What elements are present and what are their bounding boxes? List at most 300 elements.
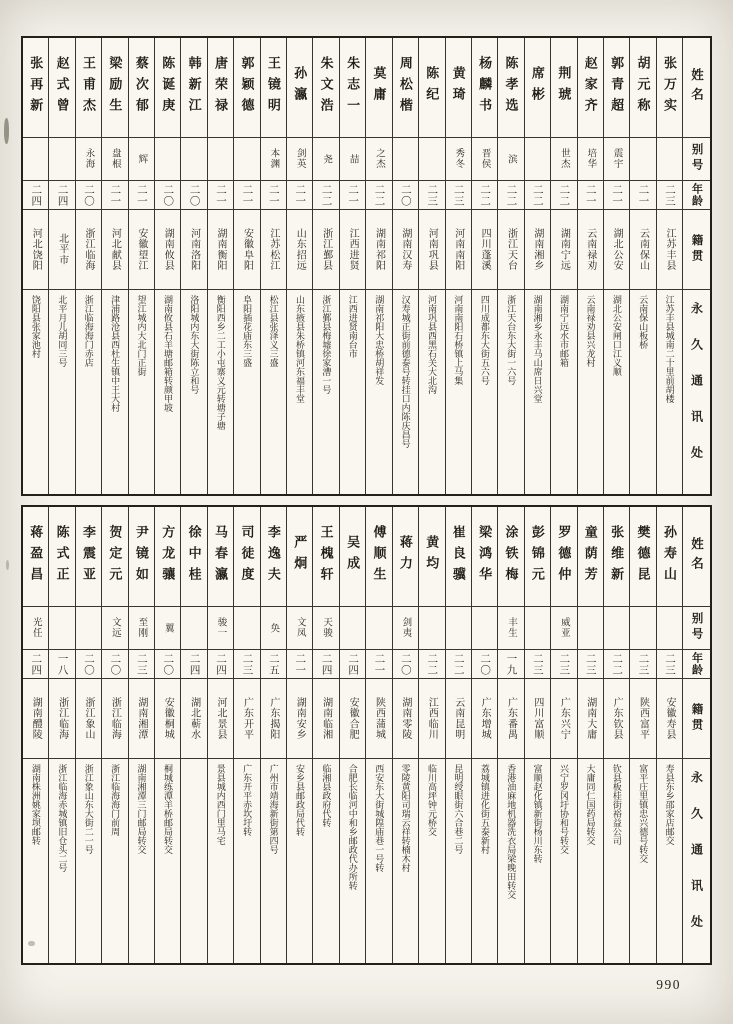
alias-cell [393,138,418,181]
age-cell [498,650,523,679]
person-address: 江苏丰县城南二十里前胡楼 [664,295,675,403]
age-cell [551,181,576,210]
person-native-place: 湖南醴陵 [30,696,42,741]
person-name: 崔良骥 [450,524,466,589]
name-cell [604,38,629,138]
name-cell [181,507,206,607]
alias-cell [23,138,48,181]
alias-cell [261,607,286,650]
native-place-cell [76,679,101,759]
person-column [23,507,49,963]
native-place-cell [129,679,154,759]
native-place-cell [340,679,365,759]
person-column [129,507,155,963]
name-cell [287,507,312,607]
person-native-place: 四川富顺 [531,696,543,741]
person-column [208,38,234,494]
name-cell [340,38,365,138]
person-column [393,507,419,963]
person-address: 河南巩县西黑石关大北沟 [427,295,438,394]
person-native-place: 浙江临海 [109,696,121,741]
person-address: 洛阳城内东大街陈立和号 [189,295,200,394]
header-age-label: 年龄 [690,183,703,207]
person-address: 临湘县政府代转 [321,764,332,827]
person-native-place: 安徽合肥 [347,696,359,741]
alias-cell [630,138,655,181]
person-column [604,38,630,494]
native-place-cell [393,210,418,290]
person-address: 湖南祁阳大忠桥胡祥发 [374,295,385,385]
person-column [102,507,128,963]
person-age: 二〇 [162,652,174,676]
person-native-place: 安徽寿县 [663,696,675,741]
alias-cell [578,138,603,181]
person-age: 二三 [452,183,464,207]
alias-cell [102,138,127,181]
person-name: 徐中桂 [186,524,202,589]
person-column [155,507,181,963]
person-native-place: 浙江象山 [83,696,95,741]
person-age: 二三 [663,652,675,676]
person-age: 二〇 [162,183,174,207]
person-name: 梁鸿华 [477,524,493,589]
person-column [525,507,551,963]
person-name: 李逸夫 [265,524,281,589]
age-cell [366,181,391,210]
person-address: 湖南攸县石羊塘邮箱转颜甲坡 [162,295,173,412]
person-address: 云南禄劝县兴龙村 [585,295,596,367]
alias-cell [525,138,550,181]
name-cell [102,507,127,607]
native-place-cell [155,210,180,290]
person-native-place: 湖南汉寿 [399,227,411,272]
person-age: 二一 [294,652,306,676]
alias-cell [181,138,206,181]
age-cell [472,181,497,210]
person-address: 安乡县邮政局代转 [294,764,305,836]
person-alias: 永海 [83,148,94,170]
native-place-cell [340,210,365,290]
scan-artifact [28,941,35,946]
age-cell [287,650,312,679]
name-cell [23,38,48,138]
address-cell [657,290,682,494]
alias-cell [208,138,233,181]
person-alias: 晋侯 [479,148,490,170]
native-place-cell [49,210,74,290]
person-age: 一九 [505,652,517,676]
age-cell [472,650,497,679]
alias-cell [446,607,471,650]
name-cell [155,38,180,138]
person-name: 杨麟书 [477,55,493,120]
person-address: 浙江临海海门赤店 [83,295,94,367]
person-name: 朱志一 [345,55,361,120]
person-address: 寿县东乡邵家店邮交 [664,764,675,845]
person-address: 望江城内大北门正街 [136,295,147,376]
person-address: 零陵黄阳司瑞云祥转楠木村 [400,764,411,872]
header-name-cell [683,38,710,138]
alias-cell [261,138,286,181]
address-cell [525,290,550,494]
person-column [446,507,472,963]
native-place-cell [657,210,682,290]
header-name-label: 姓名 [689,537,704,576]
person-address: 北平月儿胡同三号 [57,295,68,367]
address-cell [551,290,576,494]
name-cell [234,38,259,138]
person-native-place: 陕西蒲城 [373,696,385,741]
person-column [472,507,498,963]
person-column [340,38,366,494]
age-cell [287,181,312,210]
person-name: 罗德仲 [556,524,572,589]
name-cell [49,38,74,138]
person-column [366,38,392,494]
person-name: 莫庸 [371,66,387,109]
alias-cell [340,138,365,181]
name-cell [578,38,603,138]
person-alias: 骏一 [215,617,226,639]
native-place-cell [208,210,233,290]
person-alias: 文远 [109,617,120,639]
person-native-place: 北平市 [56,233,68,266]
person-age: 二二 [426,652,438,676]
person-alias: 丰生 [506,617,517,639]
person-column [234,38,260,494]
address-cell [578,290,603,494]
native-place-cell [446,679,471,759]
person-native-place: 江西进贤 [347,227,359,272]
person-age: 二二 [558,183,570,207]
address-cell [287,759,312,963]
age-cell [102,181,127,210]
person-column [472,38,498,494]
age-cell [102,650,127,679]
person-address: 湖南宁远水市邮箱 [559,295,570,367]
name-cell [208,507,233,607]
person-address: 兴宁罗冈圩协和号转交 [559,764,570,854]
person-age: 二〇 [399,652,411,676]
person-name: 席彬 [529,66,545,109]
person-name: 李震亚 [81,524,97,589]
age-cell [155,650,180,679]
name-cell [234,507,259,607]
person-native-place: 湖南临湘 [320,696,332,741]
name-cell [525,38,550,138]
native-place-cell [102,679,127,759]
person-name: 王镜明 [265,55,281,120]
person-native-place: 安徽阜阳 [241,227,253,272]
age-cell [446,650,471,679]
person-alias: 震宇 [611,148,622,170]
person-name: 孙瀛 [292,66,308,109]
person-column [657,38,683,494]
alias-cell [498,138,523,181]
address-cell [49,290,74,494]
address-cell [393,759,418,963]
name-cell [630,507,655,607]
person-address: 浙江临海海门前周 [110,764,121,836]
person-age: 二一 [241,183,253,207]
address-cell [181,759,206,963]
person-column [23,38,49,494]
person-name: 荆琥 [556,66,572,109]
person-name: 张维新 [609,524,625,589]
person-age: 二二 [479,183,491,207]
person-address: 湖北公安闸口江义顺 [611,295,622,376]
person-native-place: 湖南湘潭 [135,696,147,741]
age-cell [366,650,391,679]
person-age: 二四 [30,183,42,207]
person-native-place: 河南巩县 [426,227,438,272]
native-place-cell [49,679,74,759]
header-address-label: 永久通讯处 [689,771,704,951]
native-place-cell [393,679,418,759]
alias-cell [49,138,74,181]
person-age: 二三 [241,652,253,676]
person-name: 严炯 [292,535,308,578]
person-age: 二三 [637,652,649,676]
name-cell [181,38,206,138]
person-native-place: 河北景县 [215,696,227,741]
age-cell [181,181,206,210]
person-name: 孙寿山 [661,524,677,589]
name-cell [446,38,471,138]
name-cell [657,507,682,607]
person-age: 二五 [267,652,279,676]
native-place-cell [604,679,629,759]
header-name-cell [683,507,710,607]
age-cell [419,650,444,679]
person-age: 二四 [215,652,227,676]
person-name: 韩新江 [186,55,202,120]
age-cell [23,650,48,679]
alias-cell [446,138,471,181]
person-alias: 奂 [268,622,279,634]
name-cell [129,38,154,138]
person-name: 傅顺生 [371,524,387,589]
name-cell [604,507,629,607]
alias-cell [472,607,497,650]
age-cell [234,181,259,210]
person-native-place: 浙江临海 [83,227,95,272]
age-cell [393,181,418,210]
person-age: 二二 [320,183,332,207]
person-column [234,507,260,963]
person-column [366,507,392,963]
native-place-cell [630,210,655,290]
alias-cell [657,607,682,650]
header-alias-cell [683,607,710,650]
person-address: 河南南阳石桥镇上马集 [453,295,464,385]
alias-cell [419,607,444,650]
person-age: 二二 [452,652,464,676]
alias-cell [630,607,655,650]
person-name: 樊德昆 [635,524,651,589]
person-native-place: 湖南大庸 [584,696,596,741]
person-name: 张再新 [28,55,44,120]
person-name: 蒋盈昌 [28,524,44,589]
person-native-place: 湖南零陵 [399,696,411,741]
address-cell [498,290,523,494]
person-name: 陈纪 [424,66,440,109]
address-cell [340,759,365,963]
age-cell [604,650,629,679]
person-native-place: 云南禄劝 [584,227,596,272]
person-column [181,38,207,494]
person-age: 二四 [188,652,200,676]
address-cell [472,290,497,494]
person-address: 湖南湘潭三门邮局转交 [136,764,147,854]
name-cell [340,507,365,607]
person-address: 江西进贤南台市 [347,295,358,358]
person-age: 二二 [373,183,385,207]
alias-cell [551,138,576,181]
person-name: 张万实 [661,55,677,120]
address-cell [366,759,391,963]
person-age: 二一 [135,183,147,207]
person-age: 二一 [373,652,385,676]
native-place-cell [23,210,48,290]
person-age: 二三 [426,183,438,207]
name-cell [208,38,233,138]
native-place-cell [208,679,233,759]
person-native-place: 广东番禺 [505,696,517,741]
name-cell [313,507,338,607]
native-place-cell [604,210,629,290]
row-header-column-top [683,38,710,494]
native-place-cell [498,679,523,759]
person-age: 二三 [135,652,147,676]
person-native-place: 广东钦县 [611,696,623,741]
row-header-column-bottom [683,507,710,963]
alias-cell [551,607,576,650]
header-native-cell [683,210,710,290]
person-age: 二一 [294,183,306,207]
native-place-cell [498,210,523,290]
header-alias-cell [683,138,710,181]
alias-cell [657,138,682,181]
header-native-label: 籍贯 [690,702,703,735]
name-cell [366,38,391,138]
person-native-place: 广东开平 [241,696,253,741]
alias-cell [49,607,74,650]
person-address: 浙江临海赤城镇旧仓头二号 [57,764,68,872]
age-cell [313,181,338,210]
person-address: 湖南株洲姚家坝邮转 [30,764,41,845]
person-native-place: 河北饶阳 [30,227,42,272]
person-address: 云南保山板桥 [638,295,649,349]
age-cell [155,181,180,210]
age-cell [657,650,682,679]
person-alias: 翼 [162,622,173,634]
person-native-place: 山东招远 [294,227,306,272]
native-place-cell [472,679,497,759]
name-cell [155,507,180,607]
scan-artifact [6,560,9,570]
header-alias-label: 别号 [690,143,703,175]
person-age: 二四 [30,652,42,676]
person-address: 松江县张泽义三盛 [268,295,279,367]
name-cell [578,507,603,607]
person-alias: 剑夷 [400,617,411,639]
person-address: 广州市靖海新街第四号 [268,764,279,854]
person-address: 汉寿城正街前德泰号转挂口内陈庆昌号 [400,295,411,448]
address-cell [630,759,655,963]
person-column [49,38,75,494]
native-place-cell [657,679,682,759]
alias-cell [23,607,48,650]
age-cell [208,181,233,210]
address-cell [181,290,206,494]
person-column [578,507,604,963]
address-cell [287,290,312,494]
person-column [657,507,683,963]
person-column [102,38,128,494]
address-cell [23,759,48,963]
person-columns-bottom [23,507,683,963]
person-column [76,507,102,963]
person-age: 二〇 [109,652,121,676]
native-place-cell [287,679,312,759]
person-age: 二二 [611,652,623,676]
person-name: 黄琦 [450,66,466,109]
person-name: 陈诞庚 [160,55,176,120]
name-cell [102,38,127,138]
name-cell [446,507,471,607]
name-cell [313,38,338,138]
person-column [630,38,656,494]
address-cell [419,290,444,494]
person-native-place: 湖南宁远 [558,227,570,272]
directory-table-bottom [21,505,712,965]
person-name: 黄均 [424,535,440,578]
person-name: 吴成 [345,535,361,578]
person-age: 二一 [611,183,623,207]
person-address: 山东掖县朱桥镇河东福丰堂 [294,295,305,403]
person-age: 二二 [531,183,543,207]
person-column [340,507,366,963]
person-name: 王槐轩 [318,524,334,589]
alias-cell [155,607,180,650]
person-column [261,38,287,494]
person-alias: 文凤 [294,617,305,639]
address-cell [551,759,576,963]
person-column [419,38,445,494]
native-place-cell [366,210,391,290]
person-age: 二一 [215,183,227,207]
name-cell [49,507,74,607]
native-place-cell [551,210,576,290]
name-cell [76,38,101,138]
native-place-cell [630,679,655,759]
person-alias: 剑英 [294,148,305,170]
person-name: 胡元称 [635,55,651,120]
scan-artifact [4,118,9,144]
header-address-cell [683,290,710,494]
person-column [76,38,102,494]
native-place-cell [313,210,338,290]
age-cell [498,181,523,210]
person-native-place: 湖南安乡 [294,696,306,741]
person-column [287,507,313,963]
name-cell [551,507,576,607]
address-cell [313,290,338,494]
native-place-cell [23,679,48,759]
native-place-cell [551,679,576,759]
address-cell [393,290,418,494]
